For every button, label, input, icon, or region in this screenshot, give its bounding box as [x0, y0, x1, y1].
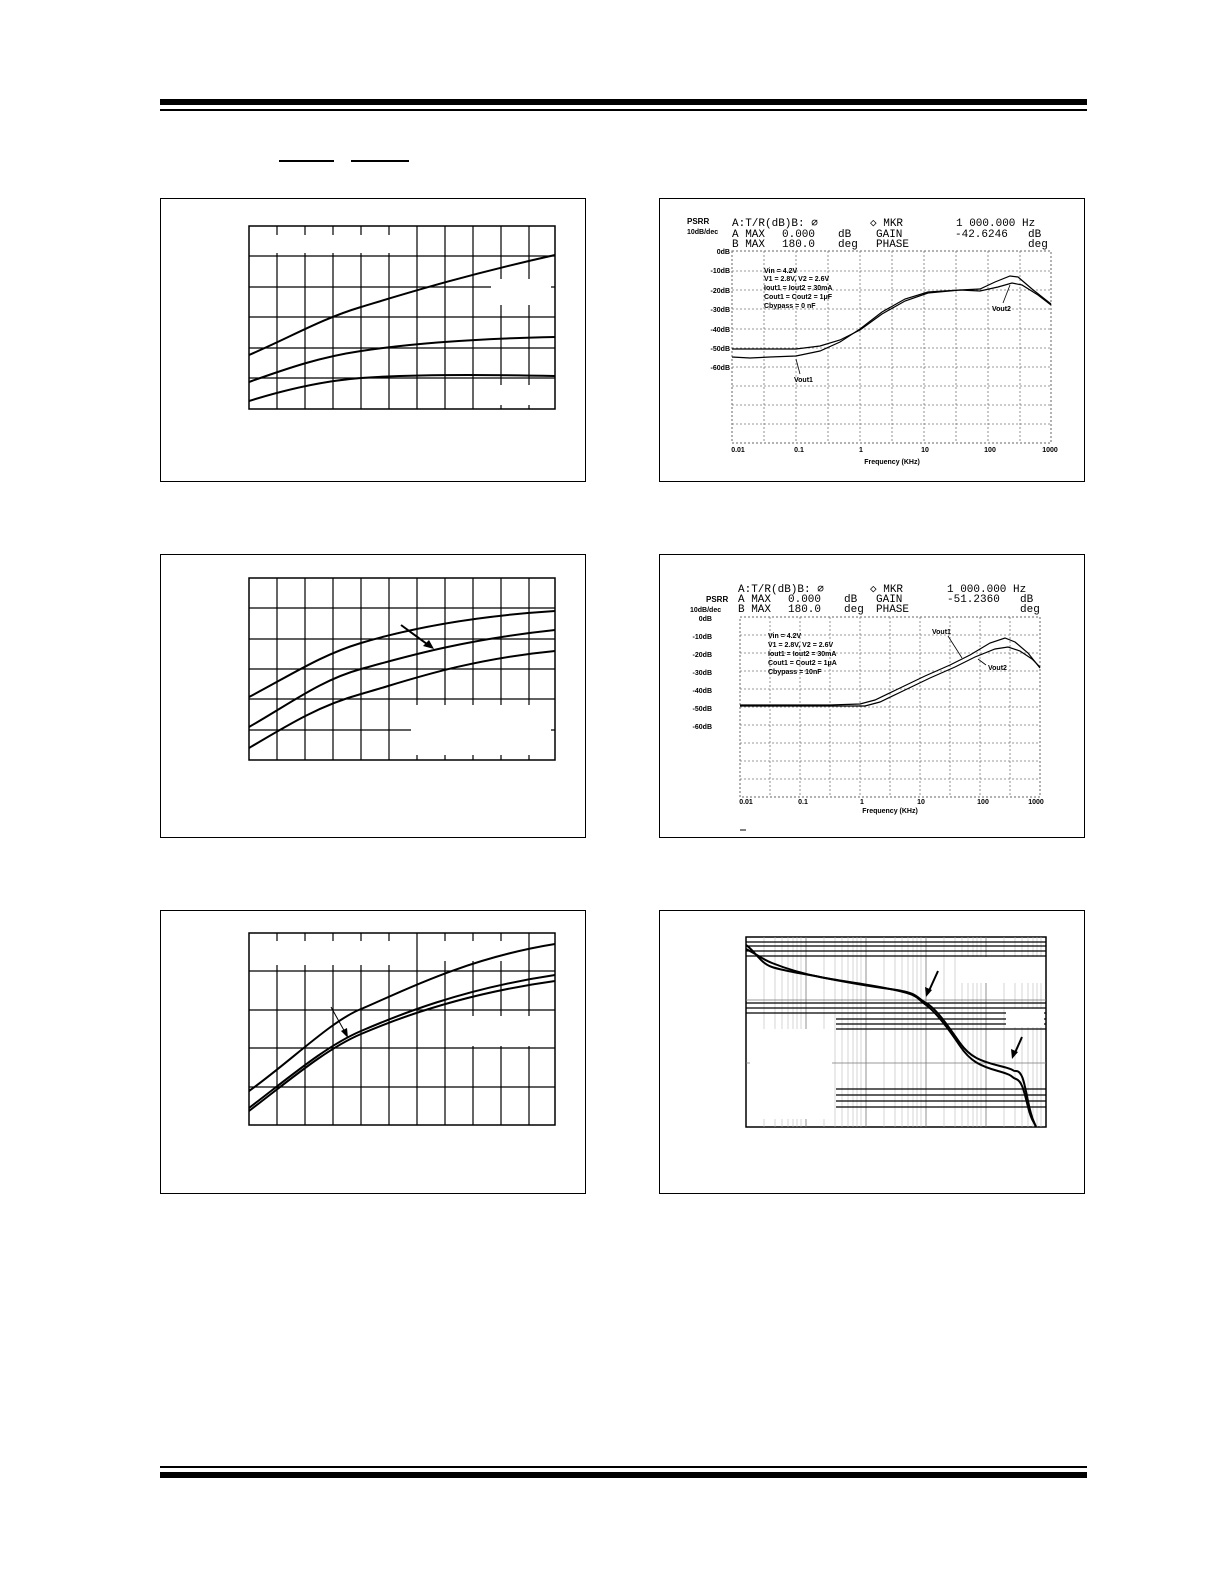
figure-panel-left-2 [160, 554, 586, 838]
header-gain-unit: dB [1020, 594, 1034, 606]
header-gain-value: -51.2360 [947, 594, 1000, 606]
condition-line: Iout1 = Iout2 = 30mA [768, 651, 837, 658]
x-tick: 1 [859, 447, 863, 454]
plot-left-2 [161, 555, 587, 839]
legend-blank [257, 941, 407, 965]
condition-line: Cout1 = Cout2 = 1μF [764, 294, 833, 301]
analyzer-header-line1: A:T/R(dB)B: ∅ [732, 218, 818, 230]
figure-panel-psrr-2 [659, 554, 1085, 838]
header-b-max: B MAX [738, 604, 772, 616]
scale-label: 10dB/dec [690, 607, 722, 614]
plot-left-1 [161, 199, 587, 483]
figure-panel-left-1 [160, 198, 586, 482]
figure-panel-left-3 [160, 910, 586, 1194]
psrr-label: PSRR [687, 217, 710, 226]
y-tick: -50dB [692, 706, 712, 713]
condition-line: V1 = 2.8V, V2 = 2.6V [768, 642, 834, 649]
header-rule-thin [160, 109, 1087, 111]
y-tick: -60dB [692, 724, 712, 731]
psrr-label: PSRR [706, 595, 729, 604]
condition-line: Cbypass = 10nF [768, 669, 822, 676]
vout2-pointer [1003, 285, 1010, 303]
header-a-value: 0.000 [782, 229, 816, 241]
x-tick: 10 [917, 799, 925, 806]
vout2-label: Vout2 [988, 665, 1007, 672]
condition-line: Cbypass = 0 nF [764, 303, 816, 310]
y-tick: -50dB [710, 346, 730, 353]
x-tick: 100 [977, 799, 989, 806]
psrr-plot-2 [660, 555, 1086, 839]
curve-upper [249, 611, 555, 697]
y-tick: -30dB [692, 670, 712, 677]
y-tick: -10dB [692, 634, 712, 641]
y-tick-labels [693, 616, 712, 731]
header-gain: GAIN [876, 229, 903, 241]
figure-panel-psrr-1 [659, 198, 1085, 482]
condition-line: Cout1 = Cout2 = 1μA [768, 660, 837, 667]
x-tick: 1000 [1028, 799, 1044, 806]
header-gain: GAIN [876, 594, 903, 606]
curve-vout2 [732, 283, 1051, 349]
y-tick-labels [711, 249, 730, 372]
x-tick: 10 [921, 447, 929, 454]
vout1-pointer [796, 359, 800, 374]
footer-rule-thin [160, 1466, 1087, 1468]
legend-blank [750, 1029, 832, 1119]
x-tick: 1000 [1042, 447, 1058, 454]
header-b-unit: deg [838, 239, 858, 251]
curves [249, 255, 555, 401]
arrow-head [341, 1028, 348, 1038]
condition-line: Iout1 = Iout2 = 30mA [764, 285, 833, 292]
header-gain-unit: dB [1028, 229, 1042, 241]
condition-line: V1 = 2.8V, V2 = 2.6V [764, 276, 830, 283]
marker-label: ◇ MKR [870, 218, 904, 230]
header-a-value: 0.000 [788, 594, 822, 606]
y-tick: -40dB [692, 688, 712, 695]
legend-blank [461, 1016, 549, 1046]
x-tick: 0.01 [731, 447, 745, 454]
x-tick: 0.1 [798, 799, 808, 806]
marker-label: ◇ MKR [870, 584, 904, 596]
test-conditions [768, 633, 837, 676]
header-phase: PHASE [876, 239, 910, 251]
y-tick: -20dB [692, 652, 712, 659]
header-b-unit: deg [844, 604, 864, 616]
psrr-plot-1 [660, 199, 1086, 483]
x-tick: 100 [984, 447, 996, 454]
header-b-value: 180.0 [782, 239, 816, 251]
legend-blank [1006, 1009, 1044, 1027]
vout1-label: Vout1 [794, 377, 813, 384]
x-tick-labels [731, 447, 1058, 454]
header-phase-unit: deg [1028, 239, 1048, 251]
figure-panel-right-3 [659, 910, 1085, 1194]
analyzer-header-line1: A:T/R(dB)B: ∅ [738, 584, 824, 596]
header-rule-thick [160, 99, 1087, 105]
legend-blank [491, 279, 551, 305]
condition-line: Vin = 4.2V [768, 633, 802, 640]
header-b-value: 180.0 [788, 604, 822, 616]
marker-frequency: 1 000.000 Hz [947, 584, 1027, 596]
y-tick: -60dB [710, 365, 730, 372]
legend-blank [257, 235, 407, 253]
test-conditions [764, 268, 833, 310]
vout2-pointer [978, 659, 986, 665]
y-tick: 0dB [698, 616, 712, 623]
y-tick: -20dB [710, 288, 730, 295]
legend-blank [411, 705, 551, 755]
y-tick: -10dB [710, 268, 730, 275]
legend-blank [421, 941, 511, 961]
plot-left-3 [161, 911, 587, 1195]
vout1-label: Vout1 [932, 629, 951, 636]
scale-label: 10dB/dec [687, 229, 719, 236]
x-tick-labels [739, 799, 1044, 806]
x-tick: 0.01 [739, 799, 753, 806]
header-phase-unit: deg [1020, 604, 1040, 616]
condition-line: Vin = 4.2V [764, 268, 798, 275]
header-a-max: A MAX [738, 594, 772, 606]
header-a-max: A MAX [732, 229, 766, 241]
title-underline-left [279, 160, 334, 162]
x-tick: 1 [860, 799, 864, 806]
header-phase: PHASE [876, 604, 910, 616]
y-tick: 0dB [716, 249, 730, 256]
x-tick: 0.1 [794, 447, 804, 454]
header-b-max: B MAX [732, 239, 766, 251]
y-tick: -30dB [710, 307, 730, 314]
x-axis-label: Frequency (KHz) [864, 459, 920, 466]
x-axis-label: Frequency (KHz) [862, 808, 918, 815]
legend-blank [956, 957, 1044, 983]
vout2-label: Vout2 [992, 306, 1011, 313]
y-tick: -40dB [710, 327, 730, 334]
plot-right-3 [660, 911, 1086, 1195]
header-a-unit: dB [844, 594, 858, 606]
footer-rule-thick [160, 1472, 1087, 1478]
marker-frequency: 1 000.000 Hz [956, 218, 1036, 230]
legend-blank [491, 385, 551, 405]
header-gain-value: -42.6246 [955, 229, 1008, 241]
plot-grid [249, 226, 555, 409]
header-a-unit: dB [838, 229, 852, 241]
title-underline-right [351, 160, 409, 162]
